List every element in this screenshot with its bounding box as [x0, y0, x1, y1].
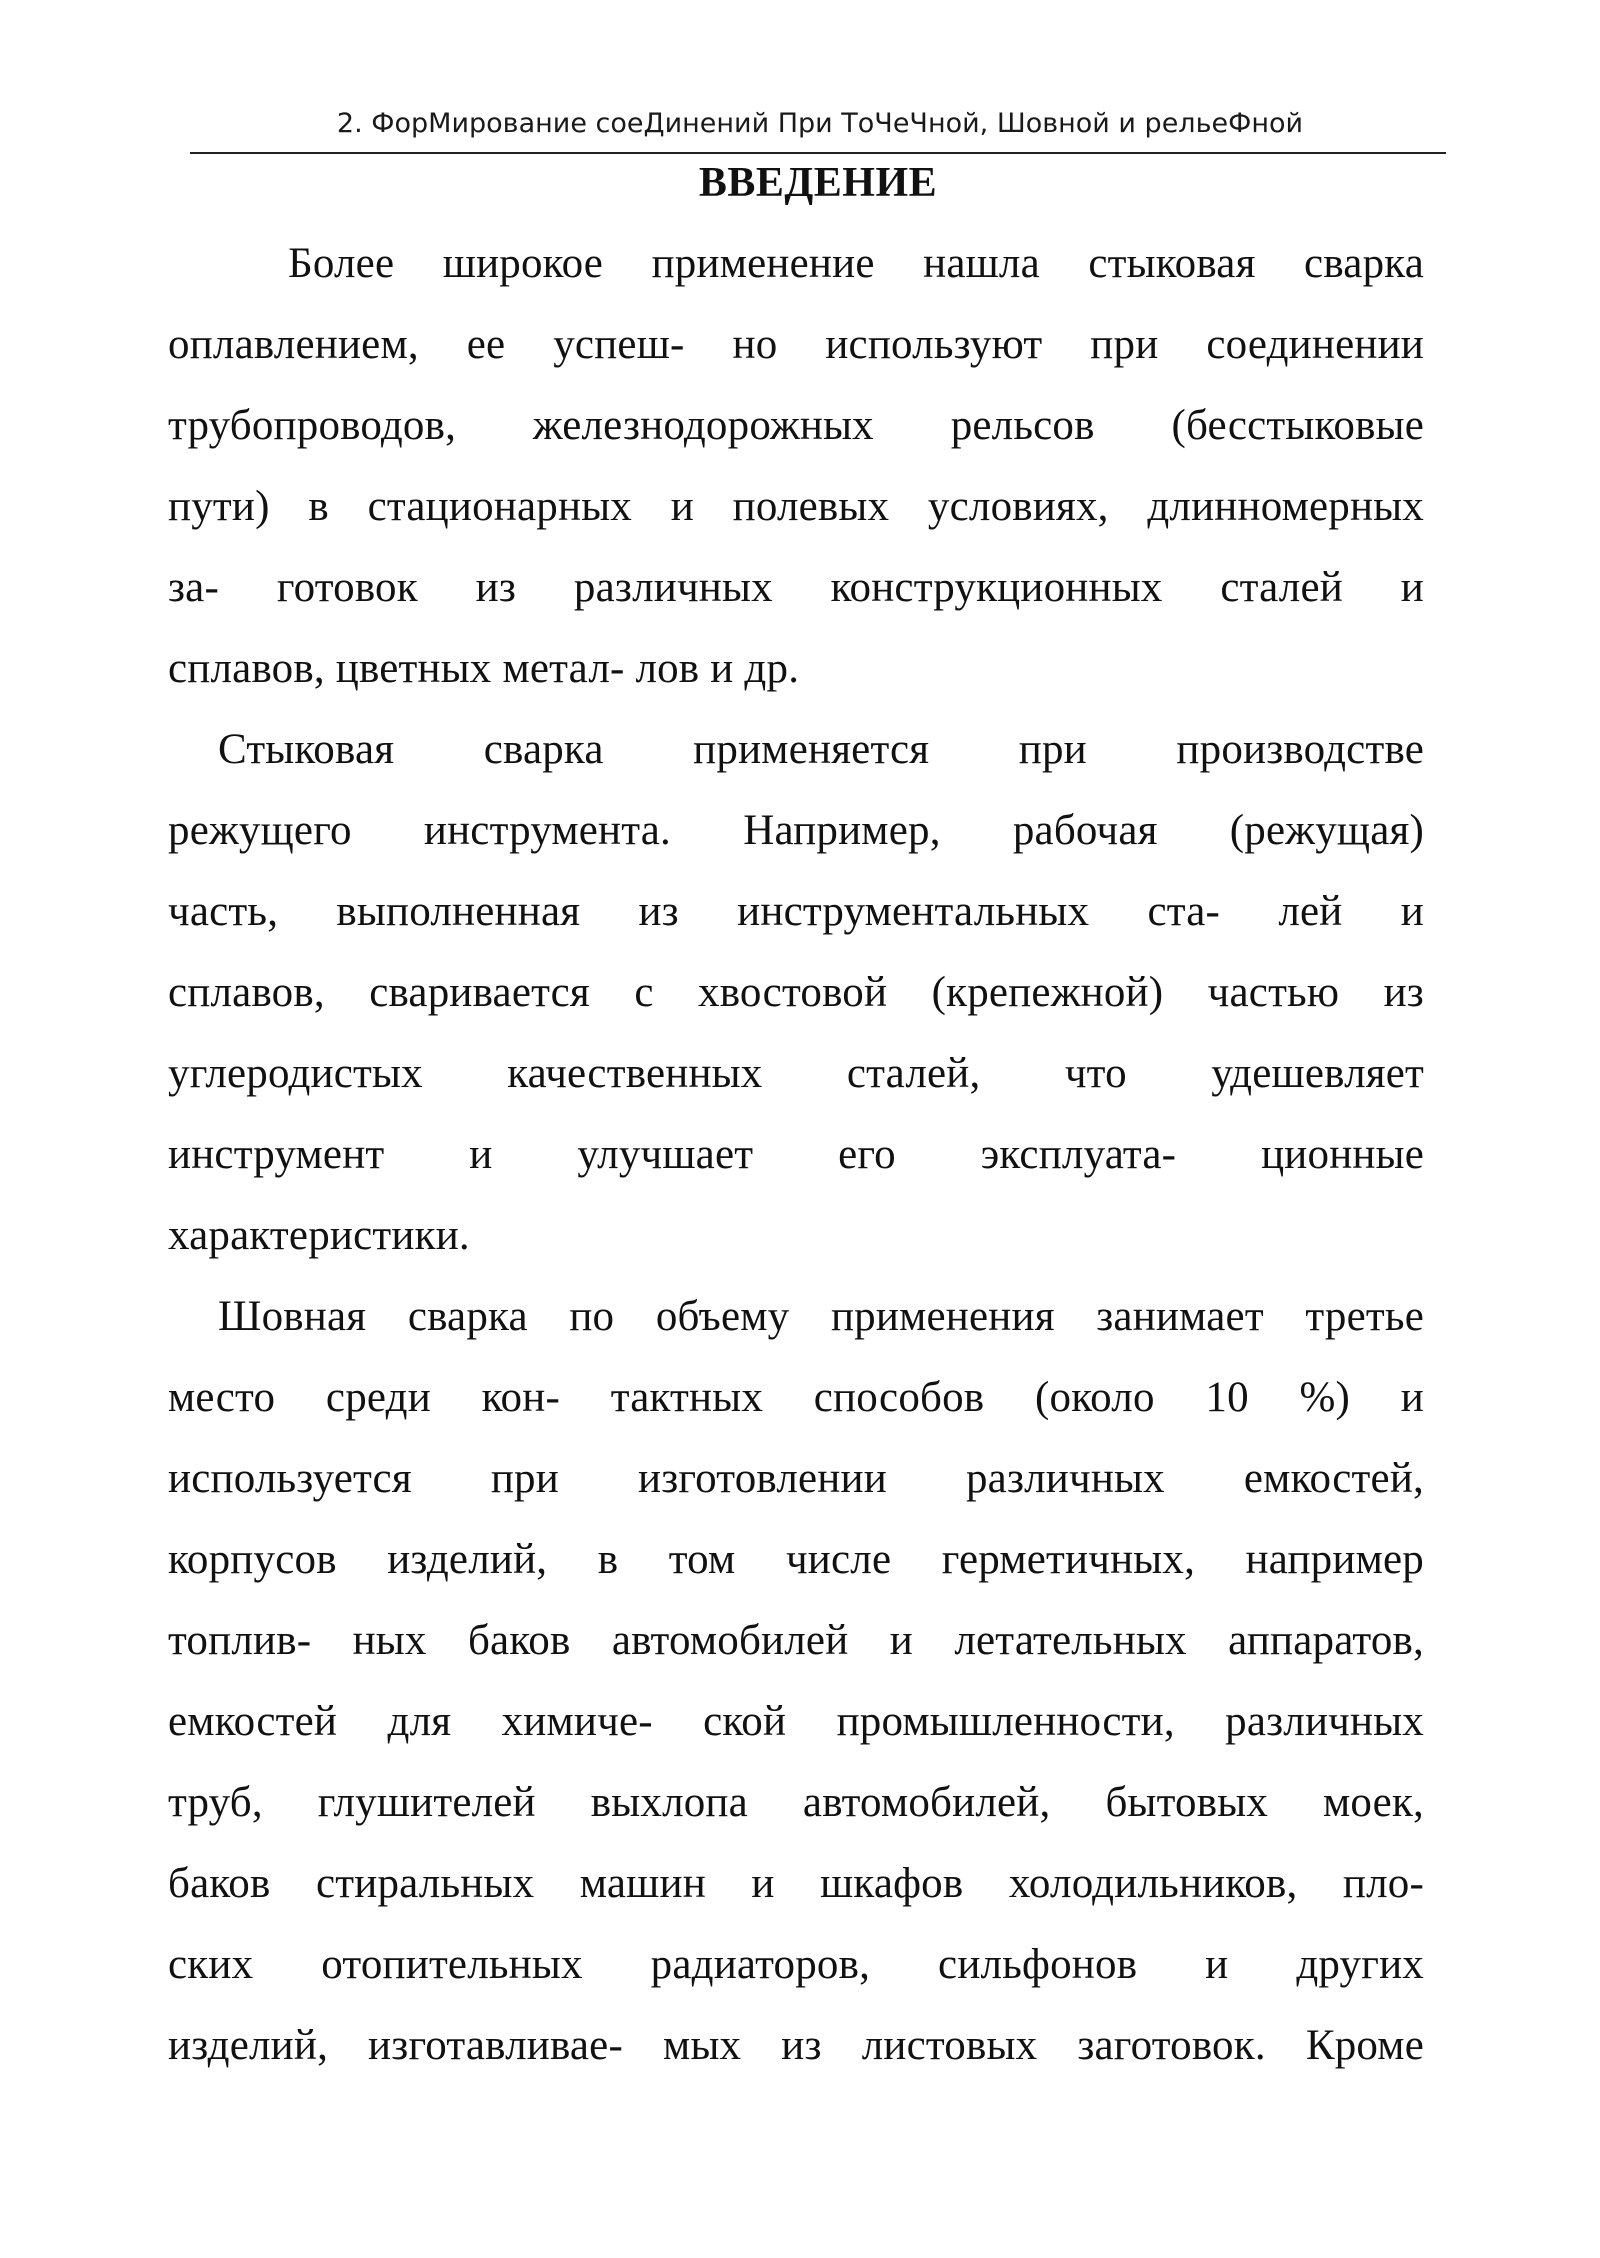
paragraph-2: [168, 709, 1424, 1276]
text-line: место среди кон- тактных способов (около 10 %) и: [168, 1374, 1424, 1421]
text-line: характеристики.: [168, 1212, 470, 1259]
text-line: Более широкое применение нашла стыковая сварка: [288, 240, 1424, 287]
text-line: оплавлением, ее успеш- но используют при соединении: [168, 321, 1424, 368]
text-line: емкостей для химиче- ской промышленности, различных: [168, 1698, 1424, 1745]
text-line: за- готовок из различных конструкционных сталей и: [168, 564, 1424, 611]
text-line: Стыковая сварка применяется при производстве: [218, 726, 1424, 773]
text-line: труб, глушителей выхлопа автомобилей, бытовых моек,: [168, 1779, 1424, 1826]
text-line: часть, выполненная из инструментальных ста- лей и: [168, 888, 1424, 935]
text-line: используется при изготовлении различных емкостей,: [168, 1455, 1424, 1502]
text-line: корпусов изделий, в том числе герметичных, например: [168, 1536, 1424, 1583]
body-text: [168, 223, 1424, 2086]
paragraph-3: [168, 1276, 1424, 2086]
text-line: баков стиральных машин и шкафов холодильников, пло-: [168, 1860, 1424, 1907]
paragraph-1: [168, 223, 1424, 709]
text-line: изделий, изготавливае- мых из листовых заготовок. Кроме: [168, 2022, 1424, 2069]
text-line: Шовная сварка по объему применения занимает третье: [218, 1293, 1424, 1340]
running-header: 2. ФорМирование соеДинений При ТоЧеЧной, Шовной и рельеФной: [336, 108, 1304, 139]
text-line: сплавов, цветных метал- лов и др.: [168, 645, 800, 692]
text-line: ских отопительных радиаторов, сильфонов и других: [168, 1941, 1424, 1988]
text-line: инструмент и улучшает его эксплуата- ционные: [168, 1131, 1424, 1178]
section-title: ВВЕДЕНИЕ: [698, 160, 938, 206]
text-line: сплавов, сваривается с хвостовой (крепежной) частью из: [168, 969, 1424, 1016]
text-line: пути) в стационарных и полевых условиях, длинномерных: [168, 483, 1424, 530]
text-line: топлив- ных баков автомобилей и летательных аппаратов,: [168, 1617, 1424, 1664]
text-line: режущего инструмента. Например, рабочая (режущая): [168, 807, 1424, 854]
text-line: трубопроводов, железнодорожных рельсов (бесстыковые: [168, 402, 1424, 449]
text-line: углеродистых качественных сталей, что удешевляет: [168, 1050, 1424, 1097]
